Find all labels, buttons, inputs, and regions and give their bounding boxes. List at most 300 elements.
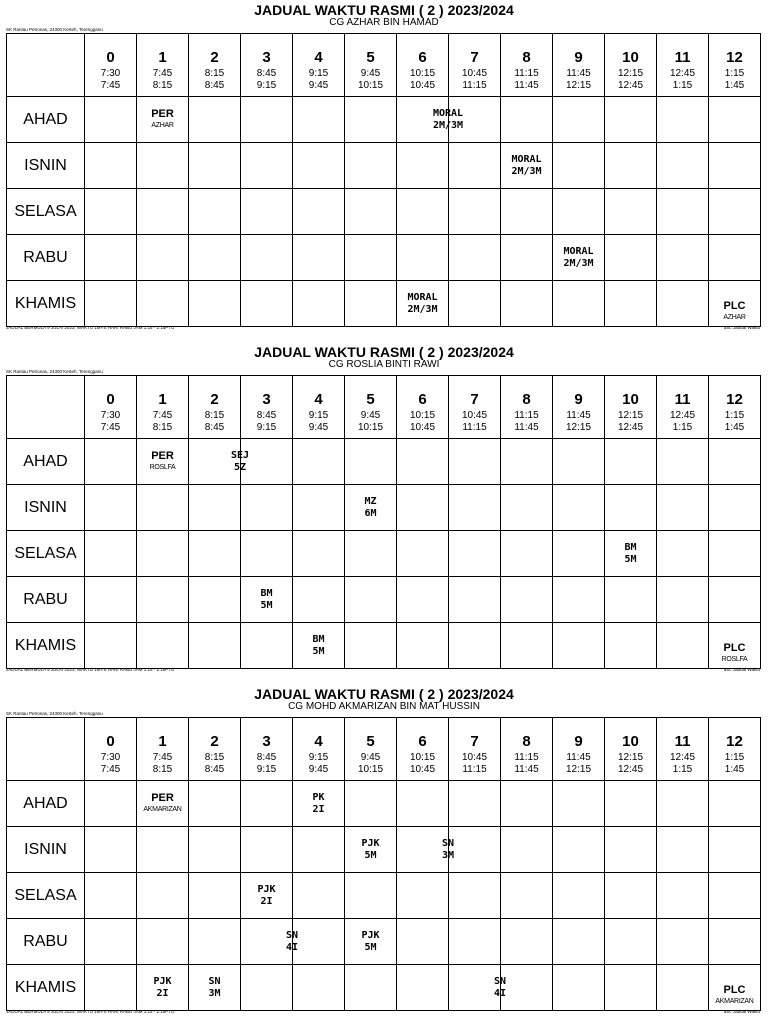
period-number: 1 — [137, 376, 189, 411]
timeslot-cell — [293, 965, 345, 1011]
period-start-time: 9:45 — [360, 68, 381, 79]
timeslot-cell — [293, 485, 345, 531]
timeslot-cell — [85, 485, 137, 531]
timeslot-cell — [345, 623, 397, 669]
lesson-class: 4I — [493, 987, 507, 999]
period-time-row — [7, 68, 761, 97]
timeslot-cell — [241, 485, 293, 531]
timeslot-cell — [605, 143, 657, 189]
lesson-subject: SEJ — [230, 449, 250, 461]
period-start-time: 1:15 — [724, 68, 745, 79]
lesson-entry — [137, 976, 188, 1000]
period-time — [657, 752, 709, 781]
period-time — [553, 68, 605, 97]
timeslot-cell — [397, 439, 449, 485]
lesson-subject: PER — [151, 791, 174, 804]
timetable-2 — [0, 684, 768, 1024]
period-number: 12 — [709, 718, 761, 753]
lesson-entry — [605, 542, 656, 566]
lesson-class: 4I — [285, 941, 299, 953]
period-end-time: 11:45 — [514, 80, 539, 91]
school-address: SK Rantau Petronas, 24300 Kerteh, Terengganu — [6, 27, 103, 32]
period-number-row — [7, 34, 761, 69]
period-end-time: 10:15 — [357, 764, 384, 775]
period-start-time: 1:15 — [724, 752, 745, 763]
timeslot-cell — [345, 827, 397, 873]
timeslot-cell — [189, 189, 241, 235]
timeslot-cell — [553, 965, 605, 1011]
timeslot-cell — [449, 439, 501, 485]
timeslot-cell — [293, 439, 345, 485]
period-end-time: 12:15 — [565, 422, 592, 433]
lesson-subject: PJK — [361, 929, 380, 941]
period-end-time: 12:15 — [565, 80, 592, 91]
timeslot-cell — [241, 235, 293, 281]
period-time — [605, 410, 657, 439]
lesson-entry — [397, 292, 448, 316]
lesson-entry — [397, 838, 499, 862]
lesson-subject: PER — [151, 107, 174, 120]
timeslot-cell — [345, 873, 397, 919]
period-number-row — [7, 376, 761, 411]
timeslot-cell — [657, 97, 709, 143]
period-number: 6 — [397, 34, 449, 69]
lesson-subject: PLC — [723, 984, 746, 996]
period-time — [345, 752, 397, 781]
timeslot-cell — [397, 97, 464, 143]
lesson-entry — [293, 792, 344, 816]
timeslot-cell — [449, 531, 501, 577]
period-start-time: 9:15 — [308, 752, 329, 763]
timeslot-cell — [553, 873, 605, 919]
period-end-time: 8:15 — [152, 422, 173, 433]
timeslot-cell — [605, 781, 657, 827]
timeslot-cell — [241, 189, 293, 235]
day-name: SELASA — [7, 873, 85, 919]
teacher-name: CG AZHAR BIN HAMAD — [329, 17, 439, 28]
period-time — [449, 68, 501, 97]
period-end-time: 10:45 — [409, 422, 436, 433]
period-number: 9 — [553, 718, 605, 753]
timeslot-cell — [345, 189, 397, 235]
period-end-time: 9:15 — [256, 80, 277, 91]
lesson-class: 2I — [156, 987, 169, 999]
period-number: 12 — [709, 34, 761, 69]
lesson-subject: SN — [208, 975, 221, 987]
timeslot-cell — [449, 485, 501, 531]
timeslot-cell — [605, 873, 657, 919]
timeslot-cell — [189, 577, 241, 623]
corner-cell — [7, 376, 85, 411]
timeslot-cell — [501, 485, 553, 531]
lesson-subject: BM — [260, 587, 273, 599]
period-number: 3 — [241, 34, 293, 69]
day-row — [7, 281, 761, 327]
period-end-time: 10:45 — [409, 80, 436, 91]
timetable-0 — [0, 0, 768, 340]
period-time — [293, 68, 345, 97]
timeslot-cell — [85, 189, 137, 235]
period-end-time: 1:15 — [672, 80, 693, 91]
timeslot-cell — [189, 919, 241, 965]
day-row — [7, 577, 761, 623]
lesson-entry — [137, 450, 188, 474]
lesson-entry — [449, 976, 551, 1000]
timeslot-cell — [85, 623, 137, 669]
timeslot-cell — [397, 189, 449, 235]
lesson-class: 6M — [364, 507, 377, 519]
period-start-time: 9:15 — [308, 68, 329, 79]
timeslot-cell — [553, 781, 605, 827]
school-address: SK Rantau Petronas, 24300 Kerteh, Terengganu — [6, 369, 103, 374]
timeslot-cell — [189, 623, 241, 669]
timeslot-cell — [449, 577, 501, 623]
timeslot-cell — [137, 577, 189, 623]
timeslot-cell — [605, 439, 657, 485]
timeslot-cell — [241, 281, 293, 327]
period-number: 8 — [501, 718, 553, 753]
corner-cell — [7, 410, 85, 439]
lesson-entry — [137, 792, 188, 816]
schedule-grid — [6, 375, 761, 669]
period-number: 11 — [657, 718, 709, 753]
day-name: ISNIN — [7, 827, 85, 873]
lesson-class: 3M — [441, 849, 455, 861]
period-start-time: 10:45 — [461, 68, 488, 79]
timeslot-cell — [605, 919, 657, 965]
lesson-entry — [709, 984, 760, 1008]
period-time — [397, 752, 449, 781]
timeslot-cell — [553, 97, 605, 143]
timeslot-cell — [137, 235, 189, 281]
period-time — [293, 410, 345, 439]
lesson-class: 5M — [364, 941, 377, 953]
period-number: 10 — [605, 718, 657, 753]
period-end-time: 12:15 — [565, 764, 592, 775]
timeslot-cell — [189, 873, 241, 919]
timeslot-cell — [397, 485, 449, 531]
timeslot-cell — [189, 485, 241, 531]
period-number: 5 — [345, 718, 397, 753]
timeslot-cell — [449, 281, 501, 327]
lesson-subject: PLC — [723, 642, 746, 654]
lesson-entry — [293, 634, 344, 658]
period-time — [293, 752, 345, 781]
day-name: RABU — [7, 235, 85, 281]
timeslot-cell — [137, 873, 189, 919]
period-end-time: 8:15 — [152, 764, 173, 775]
period-time — [657, 68, 709, 97]
period-start-time: 12:15 — [617, 410, 644, 421]
lesson-class: 2M/3M — [563, 257, 594, 269]
period-end-time: 1:45 — [724, 764, 745, 775]
period-time — [189, 752, 241, 781]
timeslot-cell — [189, 781, 241, 827]
period-end-time: 11:45 — [514, 422, 539, 433]
timeslot-cell — [657, 965, 709, 1011]
timeslot-cell — [85, 965, 137, 1011]
day-row — [7, 485, 761, 531]
period-end-time: 8:15 — [152, 80, 173, 91]
timeslot-cell — [709, 143, 761, 189]
timeslot-cell — [501, 623, 553, 669]
period-end-time: 9:15 — [256, 422, 277, 433]
period-start-time: 11:45 — [566, 410, 591, 421]
timeslot-cell — [293, 577, 345, 623]
period-time — [449, 752, 501, 781]
timeslot-cell — [189, 143, 241, 189]
period-end-time: 10:15 — [357, 80, 384, 91]
timeslot-cell — [345, 781, 397, 827]
day-name: RABU — [7, 577, 85, 623]
timeslot-cell — [709, 577, 761, 623]
timeslot-cell — [293, 235, 345, 281]
period-start-time: 10:15 — [409, 410, 436, 421]
timeslot-cell — [553, 235, 605, 281]
timeslot-cell — [501, 531, 553, 577]
timeslot-cell — [137, 623, 189, 669]
timeslot-cell — [553, 485, 605, 531]
timeslot-cell — [605, 623, 657, 669]
timeslot-cell — [605, 827, 657, 873]
lesson-subject: SN — [285, 929, 299, 941]
period-number: 0 — [85, 718, 137, 753]
timeslot-cell — [553, 919, 605, 965]
lesson-subject: MZ — [364, 495, 377, 507]
period-number: 0 — [85, 376, 137, 411]
period-end-time: 7:45 — [100, 80, 121, 91]
lesson-entry — [241, 884, 292, 908]
period-time — [345, 410, 397, 439]
timeslot-cell — [449, 919, 501, 965]
period-time — [501, 410, 553, 439]
timeslot-cell — [709, 827, 761, 873]
footer-note: JADUAL BERMULA 9 JULAI 2023, WAKTU 1MYS HARI RABU JAM 1:15 - 2:15PTG — [6, 1009, 175, 1014]
period-time-row — [7, 752, 761, 781]
lesson-entry — [241, 930, 343, 954]
period-start-time: 8:45 — [256, 68, 277, 79]
lesson-entry — [709, 642, 760, 666]
period-time — [397, 68, 449, 97]
lesson-entry — [345, 838, 396, 862]
period-time-row — [7, 410, 761, 439]
timeslot-cell — [553, 827, 605, 873]
period-number: 5 — [345, 34, 397, 69]
day-name: ISNIN — [7, 143, 85, 189]
timetable-1 — [0, 342, 768, 682]
timeslot-cell — [137, 485, 189, 531]
timeslot-cell — [85, 97, 137, 143]
period-start-time: 10:45 — [461, 410, 488, 421]
timeslot-cell — [397, 827, 455, 873]
timeslot-cell — [345, 281, 397, 327]
timeslot-cell — [657, 577, 709, 623]
timeslot-cell — [501, 439, 553, 485]
period-time — [85, 410, 137, 439]
period-start-time: 11:15 — [514, 752, 539, 763]
period-end-time: 9:15 — [256, 764, 277, 775]
timeslot-cell — [241, 623, 293, 669]
timeslot-cell — [449, 781, 501, 827]
period-time — [241, 752, 293, 781]
timeslot-cell — [137, 965, 189, 1011]
lesson-class: 5M — [364, 849, 377, 861]
timeslot-cell — [449, 873, 501, 919]
period-time — [137, 68, 189, 97]
timeslot-cell — [709, 965, 761, 1011]
period-time — [241, 410, 293, 439]
timeslot-cell — [501, 143, 553, 189]
timeslot-cell — [293, 623, 345, 669]
timeslot-cell — [657, 531, 709, 577]
timeslot-cell — [709, 623, 761, 669]
lesson-subject: MORAL — [407, 291, 438, 303]
lesson-class: 3M — [208, 987, 221, 999]
timeslot-cell — [657, 143, 709, 189]
timeslot-cell — [397, 577, 449, 623]
timeslot-cell — [501, 919, 553, 965]
period-end-time: 11:45 — [514, 764, 539, 775]
teacher-name: CG MOHD AKMARIZAN BIN MAT HUSSIN — [288, 701, 480, 712]
period-time — [189, 68, 241, 97]
timeslot-cell — [189, 965, 241, 1011]
timeslot-cell — [657, 485, 709, 531]
timeslot-cell — [449, 235, 501, 281]
day-name: SELASA — [7, 189, 85, 235]
timeslot-cell — [345, 143, 397, 189]
timeslot-cell — [501, 873, 553, 919]
period-end-time: 1:45 — [724, 422, 745, 433]
period-time — [449, 410, 501, 439]
timeslot-cell — [85, 781, 137, 827]
day-name: RABU — [7, 919, 85, 965]
timeslot-cell — [85, 873, 137, 919]
period-number: 7 — [449, 34, 501, 69]
school-address: SK Rantau Petronas, 24300 Kerteh, Terengganu — [6, 711, 103, 716]
timeslot-cell — [345, 919, 397, 965]
period-end-time: 10:15 — [357, 422, 384, 433]
period-time — [553, 410, 605, 439]
timeslot-cell — [241, 965, 293, 1011]
period-start-time: 12:15 — [617, 752, 644, 763]
timeslot-cell — [449, 965, 507, 1011]
timeslot-cell — [553, 439, 605, 485]
period-end-time: 12:45 — [617, 80, 644, 91]
timeslot-cell — [657, 189, 709, 235]
timeslot-cell — [189, 235, 241, 281]
timeslot-cell — [605, 531, 657, 577]
period-start-time: 8:45 — [256, 752, 277, 763]
lesson-class: 2M/3M — [407, 303, 438, 315]
timeslot-cell — [501, 281, 553, 327]
period-end-time: 8:45 — [204, 80, 225, 91]
lesson-subject: PJK — [153, 975, 172, 987]
lesson-subject: SN — [493, 975, 507, 987]
timeslot-cell — [241, 531, 293, 577]
timeslot-cell — [501, 577, 553, 623]
period-start-time: 8:15 — [204, 752, 225, 763]
timeslot-cell — [137, 281, 189, 327]
timeslot-cell — [293, 531, 345, 577]
period-start-time: 7:45 — [152, 410, 173, 421]
lesson-entry — [501, 154, 552, 178]
timeslot-cell — [189, 531, 241, 577]
timeslot-cell — [345, 97, 397, 143]
timeslot-cell — [553, 189, 605, 235]
timeslot-cell — [553, 143, 605, 189]
day-row — [7, 781, 761, 827]
period-start-time: 9:15 — [308, 410, 329, 421]
day-row — [7, 143, 761, 189]
period-start-time: 8:15 — [204, 68, 225, 79]
period-number: 0 — [85, 34, 137, 69]
lesson-subject: PER — [151, 449, 174, 462]
timeslot-cell — [397, 781, 449, 827]
timetable-title: JADUAL WAKTU RASMI ( 2 ) 2023/2024 — [254, 686, 514, 702]
timeslot-cell — [709, 439, 761, 485]
timeslot-cell — [501, 97, 553, 143]
timeslot-cell — [241, 873, 293, 919]
period-start-time: 10:15 — [409, 68, 436, 79]
period-time — [605, 68, 657, 97]
corner-cell — [7, 752, 85, 781]
timeslot-cell — [605, 485, 657, 531]
day-name: AHAD — [7, 781, 85, 827]
period-end-time: 9:45 — [308, 764, 329, 775]
period-number: 11 — [657, 34, 709, 69]
period-time — [501, 752, 553, 781]
timeslot-cell — [397, 965, 449, 1011]
timeslot-cell — [137, 531, 189, 577]
timeslot-cell — [189, 97, 241, 143]
timeslot-cell — [709, 781, 761, 827]
period-time — [241, 68, 293, 97]
lesson-class: ROSLFA — [149, 463, 176, 471]
period-start-time: 12:45 — [669, 68, 696, 79]
lesson-class: 2I — [312, 803, 325, 815]
timeslot-cell — [553, 281, 605, 327]
lesson-entry — [709, 300, 760, 324]
period-number: 10 — [605, 376, 657, 411]
period-time — [85, 68, 137, 97]
lesson-class: AZHAR — [723, 314, 746, 321]
lesson-class: 5M — [624, 553, 637, 565]
timeslot-cell — [449, 143, 501, 189]
day-row — [7, 919, 761, 965]
timeslot-cell — [85, 531, 137, 577]
timeslot-cell — [345, 485, 397, 531]
timetable-title: JADUAL WAKTU RASMI ( 2 ) 2023/2024 — [254, 2, 514, 18]
period-end-time: 10:45 — [409, 764, 436, 775]
timeslot-cell — [85, 439, 137, 485]
timetable-title: JADUAL WAKTU RASMI ( 2 ) 2023/2024 — [254, 344, 514, 360]
lesson-class: ROSLFA — [721, 656, 748, 663]
period-start-time: 11:45 — [566, 752, 591, 763]
timeslot-cell — [709, 919, 761, 965]
day-name: AHAD — [7, 439, 85, 485]
day-name: ISNIN — [7, 485, 85, 531]
period-time — [709, 752, 761, 781]
period-start-time: 7:45 — [152, 752, 173, 763]
timeslot-cell — [137, 189, 189, 235]
timeslot-cell — [293, 189, 345, 235]
timeslot-cell — [293, 143, 345, 189]
timeslot-cell — [137, 97, 189, 143]
schedule-grid — [6, 33, 761, 327]
period-start-time: 11:15 — [514, 68, 539, 79]
timeslot-cell — [501, 235, 553, 281]
timeslot-cell — [397, 873, 449, 919]
